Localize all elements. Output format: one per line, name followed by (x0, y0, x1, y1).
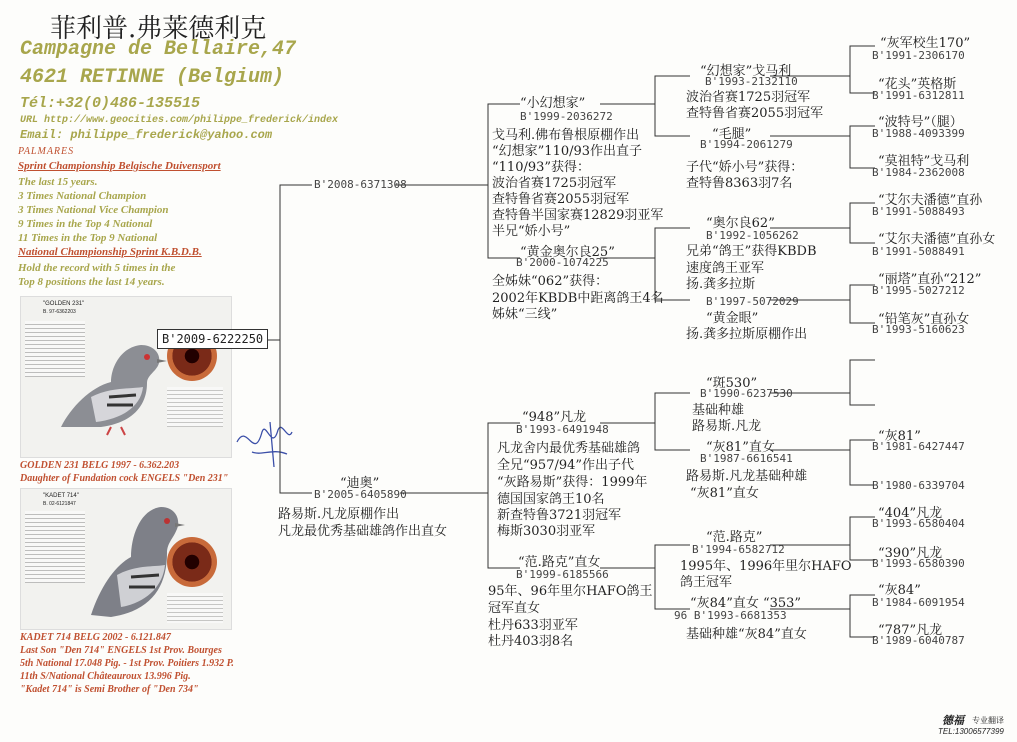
sd-name: “黄金奥尔良25” (520, 245, 615, 260)
sd-note: 姊妹“三线” (492, 307, 558, 322)
palmares-heading: PALMARES (18, 146, 75, 157)
ss-note: 戈马利.佛布鲁根原棚作出 (492, 128, 640, 143)
g5-ring: B'1991-2306170 (872, 49, 965, 62)
g5-ring: B'1984-2362008 (872, 166, 965, 179)
sds-note: 扬.龚多拉斯 (686, 277, 756, 292)
g5-name: “404”凡龙 (878, 506, 943, 521)
g5-name: “787”凡龙 (878, 623, 943, 638)
dss-ring: B'1990-6237530 (700, 387, 793, 400)
ds-note: 全兄“957/94”作出子代 (497, 458, 635, 473)
ssd-note: 子代“娇小号”获得： (686, 160, 804, 175)
ds-name: “948”凡龙 (522, 410, 587, 425)
dsd-note: “灰81”直女 (690, 486, 759, 501)
ds-ring: B'1993-6491948 (516, 423, 609, 436)
g5-ring: B'1991-5088491 (872, 245, 965, 258)
kadet-caption: "Kadet 714" is Semi Brother of "Den 734" (20, 684, 199, 695)
telephone: Tél:+32(0)486-135515 (20, 95, 201, 112)
ss-note: 波治省赛1725羽冠军 (492, 176, 617, 191)
email-address[interactable]: Email: philippe_frederick@yahoo.com (20, 128, 273, 142)
ddd-ring: 96 B'1993-6681353 (674, 609, 787, 622)
dds-ring: B'1994-6582712 (692, 543, 785, 556)
footer-brand: 德福 (942, 714, 964, 727)
sd-note: 全姊妹“062”获得： (492, 274, 609, 289)
g5-name: “灰81” (878, 429, 921, 444)
card-ring: B. 02-6121847 (43, 501, 76, 507)
palmares-subheading-2: National Championship Sprint K.B.D.B. (18, 246, 202, 258)
dd-note: 95年、96年里尔HAFO鸽王 (488, 584, 653, 599)
dam-name: “迪奥” (340, 476, 380, 491)
kadet-caption: 11th S/National Châteauroux 13.996 Pig. (20, 671, 191, 682)
sss-ring: B'1993-2132110 (705, 75, 798, 88)
ss-ring: B'1999-2036272 (520, 110, 613, 123)
g5-name: “花头”英格斯 (878, 77, 957, 92)
kadet-caption: Last Son "Den 714" ENGELS 1st Prov. Bourges (20, 645, 222, 656)
palmares-line: 3 Times National Vice Champion (18, 204, 169, 216)
dam-note: 路易斯.凡龙原棚作出 (278, 507, 400, 522)
ds-note: 凡龙舍内最优秀基础雄鸽 (497, 441, 641, 456)
ssd-name: “毛腿” (712, 127, 752, 142)
g5-name: “390”凡龙 (878, 546, 943, 561)
g5-ring: B'1995-5027212 (872, 284, 965, 297)
sdd-name: “黄金眼” (706, 311, 759, 326)
dsd-note: 路易斯.凡龙基础种雄 (686, 469, 808, 484)
palmares-line: 11 Times in the Top 9 National (18, 232, 158, 244)
ss-note: 查特鲁半国家赛12829羽亚军 (492, 208, 664, 223)
page-title: 菲利普.弗莱德利克 (50, 14, 267, 44)
footer-brand-sub: 专业翻译 (972, 716, 1004, 725)
palmares-line: Top 8 positions the last 14 years. (18, 276, 165, 288)
card-label: "KADET 714" (43, 493, 79, 499)
palmares-subheading-1: Sprint Championship Belgische Duivensport (18, 160, 221, 172)
sss-name: “幻想家”戈马利 (700, 64, 792, 79)
sdd-ring: B'1997-5072029 (706, 295, 799, 308)
g5-name: “铅笔灰”直孙女 (878, 312, 970, 327)
ds-note: 新查特鲁3721羽冠军 (497, 508, 622, 523)
palmares-line: 9 Times in the Top 4 National (18, 218, 153, 230)
g5-name: “波特号”（腿） (878, 115, 963, 130)
g5-name: “艾尔夫潘德”直孙 (878, 193, 983, 208)
dam-ring: B'2005-6405890 (314, 488, 407, 501)
kadet-caption: KADET 714 BELG 2002 - 6.121.847 (20, 632, 171, 643)
g5-ring: B'1988-4093399 (872, 127, 965, 140)
sds-note: 速度鸽王亚军 (686, 261, 765, 276)
g5-ring: B'1991-5088493 (872, 205, 965, 218)
sd-ring: B'2000-1074225 (516, 256, 609, 269)
ss-name: “小幻想家” (520, 96, 586, 111)
sire-ring: B'2008-6371308 (314, 178, 407, 191)
g5-name: “丽塔”直孙“212” (878, 272, 982, 287)
g5-ring: B'1984-6091954 (872, 596, 965, 609)
g5-ring: B'1991-6312811 (872, 89, 965, 102)
dss-note: 路易斯.凡龙 (692, 419, 762, 434)
dd-ring: B'1999-6185566 (516, 568, 609, 581)
dds-note: 鸽王冠军 (680, 575, 733, 590)
ds-note: 德国国家鸽王10名 (497, 492, 605, 507)
palmares-line: The last 15 years. (18, 176, 98, 188)
ss-note: “110/93”获得： (492, 160, 591, 175)
golden-caption: Daughter of Fundation cock ENGELS "Den 231" (20, 473, 229, 484)
sds-name: “奥尔良62” (706, 216, 775, 231)
address-line-2: 4621 RETINNE (Belgium) (20, 66, 285, 89)
g5-ring: B'1993-5160623 (872, 323, 965, 336)
kadet-caption: 5th National 17.048 Pig. - 1st Prov. Poitiers 1.932 P. (20, 658, 234, 669)
website-url[interactable]: URL http://www.geocities.com/philippe_frederick/index (20, 115, 339, 126)
footer-tel: TEL:13006577399 (938, 727, 1004, 736)
ddd-note: 基础种雄“灰84”直女 (686, 627, 807, 642)
g5-ring: B'1993-6580404 (872, 517, 965, 530)
sds-note: 兄弟“鸽王”获得KBDB (686, 244, 817, 259)
ddd-name: “灰84”直女 “353” (690, 596, 802, 611)
g5-name: “艾尔夫潘德”直孙女 (878, 232, 996, 247)
dsd-ring: B'1987-6616541 (700, 452, 793, 465)
sss-note: 波治省赛1725羽冠军 (686, 90, 811, 105)
g5-ring: B'1980-6339704 (872, 479, 965, 492)
subject-ring-box: B'2009-6222250 (157, 329, 268, 349)
g5-ring: B'1989-6040787 (872, 634, 965, 647)
dd-note: 冠军直女 (488, 601, 541, 616)
ds-note: “灰路易斯”获得：1999年 (497, 475, 648, 490)
ss-note: 查特鲁省赛2055羽冠军 (492, 192, 630, 207)
address-line-1: Campagne de Bellaire,47 (20, 38, 297, 61)
dam-note: 凡龙最优秀基础雄鸽作出直女 (278, 524, 448, 539)
ss-note: 半兄“娇小号” (492, 224, 571, 239)
dss-name: “斑530” (706, 376, 758, 391)
ssd-ring: B'1994-2061279 (700, 138, 793, 151)
g5-ring: B'1981-6427447 (872, 440, 965, 453)
card-label: "GOLDEN 231" (43, 301, 85, 307)
dsd-name: “灰81”直女 (706, 440, 775, 455)
g5-ring: B'1993-6580390 (872, 557, 965, 570)
ss-note: “幻想家”110/93作出直子 (492, 144, 643, 159)
sss-note: 查特鲁省赛2055羽冠军 (686, 106, 824, 121)
golden-caption: GOLDEN 231 BELG 1997 - 6.362.203 (20, 460, 180, 471)
ds-note: 梅斯3030羽亚军 (497, 524, 596, 539)
ssd-note: 查特鲁8363羽7名 (686, 176, 793, 191)
dss-note: 基础种雄 (692, 403, 745, 418)
card-ring: B. 97-6362203 (43, 309, 76, 315)
dd-note: 杜丹403羽8名 (488, 634, 574, 649)
dds-note: 1995年、1996年里尔HAFO (680, 559, 852, 574)
sdd-note: 扬.龚多拉斯原棚作出 (686, 327, 808, 342)
g5-name: “灰军校生170” (880, 36, 971, 51)
dd-note: 杜丹633羽亚军 (488, 618, 578, 633)
sds-ring: B'1992-1056262 (706, 229, 799, 242)
g5-name: “灰84” (878, 583, 921, 598)
palmares-line: 3 Times National Champion (18, 190, 147, 202)
g5-name: “莫祖特”戈马利 (878, 154, 970, 169)
sd-note: 2002年KBDB中距离鸽王4名 (492, 291, 664, 306)
dd-name: “范.路克”直女 (518, 555, 601, 570)
dds-name: “范.路克” (706, 530, 763, 545)
palmares-line: Hold the record with 5 times in the (18, 262, 176, 274)
